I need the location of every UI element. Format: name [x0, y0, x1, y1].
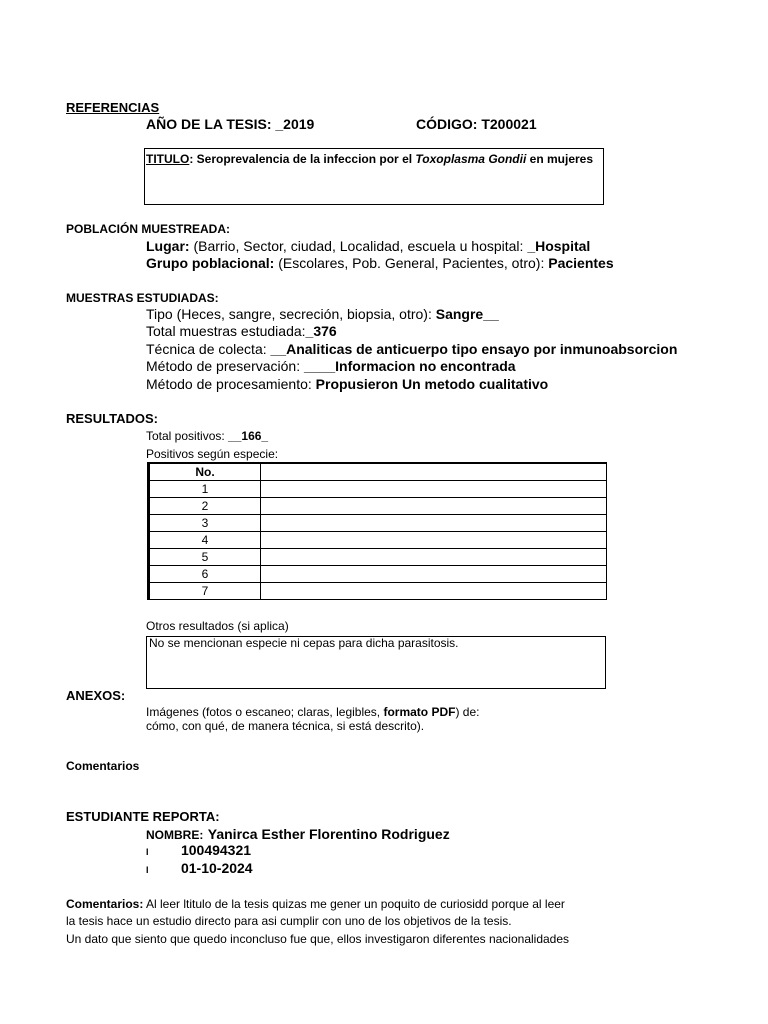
preservacion-label: Método de preservación:	[146, 358, 304, 374]
thesis-code	[416, 116, 537, 132]
row-number: 2	[149, 498, 261, 515]
anexos-text-a: Imágenes (fotos o escaneo; claras, legibles,	[146, 705, 384, 719]
row-number: 6	[149, 566, 261, 583]
comentarios-label: Comentarios:	[66, 897, 144, 911]
total-muestras-label: Total muestras estudiada:	[146, 323, 306, 339]
fecha-value: 01-10-2024	[180, 860, 253, 876]
procesamiento-value: Propusieron Un metodo cualitativo	[315, 376, 549, 392]
thesis-title	[146, 152, 593, 166]
table-row	[149, 532, 607, 549]
row-cell	[261, 549, 607, 566]
nombre-value: Yanirca Esther Florentino Rodriguez	[207, 826, 450, 842]
total-positivos-line	[146, 429, 268, 443]
grupo-hint: (Escolares, Pob. General, Pacientes, otro):	[274, 255, 549, 271]
matricula-mark: I	[146, 847, 149, 857]
thesis-year-label: AÑO DE LA TESIS:	[146, 116, 272, 132]
referencias-heading: REFERENCIAS	[66, 100, 160, 115]
tecnica-label: Técnica de colecta:	[146, 341, 271, 357]
preservacion-line	[146, 358, 516, 374]
lugar-line	[146, 238, 590, 254]
grupo-label: Grupo poblacional:	[146, 255, 275, 271]
total-positivos-label: Total positivos:	[146, 429, 229, 443]
positivos-table-header	[149, 463, 607, 481]
lugar-value: _Hospital	[527, 238, 591, 254]
total-muestras-line	[146, 323, 337, 339]
estudiante-heading: ESTUDIANTE REPORTA:	[66, 809, 220, 824]
comentarios-text-1: Al leer ltitulo de la tesis quizas me gener un poquito de curiosidd porque al leer	[143, 897, 565, 911]
comentarios-line-1	[66, 897, 565, 911]
positivos-especie-label: Positivos según especie:	[146, 447, 279, 461]
title-text-end: en mujeres	[526, 152, 594, 166]
row-number: 3	[149, 515, 261, 532]
row-number: 4	[149, 532, 261, 549]
anexos-line-2: cómo, con qué, de manera técnica, si está descrito).	[146, 719, 425, 733]
row-cell	[261, 498, 607, 515]
grupo-line	[146, 255, 614, 271]
matricula-value: 100494321	[180, 842, 252, 858]
table-row	[149, 515, 607, 532]
thesis-code-value: T200021	[481, 116, 537, 132]
poblacion-heading: POBLACIÓN MUESTREADA:	[66, 222, 230, 236]
row-number: 5	[149, 549, 261, 566]
table-row	[149, 583, 607, 600]
anexos-text-b: formato PDF	[383, 705, 456, 719]
table-row	[149, 498, 607, 515]
fecha-mark: I	[146, 865, 149, 875]
preservacion-value: ____Informacion no encontrada	[303, 358, 516, 374]
column-header-especie	[261, 463, 607, 481]
tipo-line	[146, 306, 499, 322]
fecha-line	[146, 860, 253, 878]
nombre-label: NOMBRE:	[146, 828, 204, 842]
otros-resultados-text: No se mencionan especie ni cepas para dicha parasitosis.	[149, 636, 459, 650]
positivos-table	[147, 462, 607, 600]
otros-resultados-label: Otros resultados (si aplica)	[146, 619, 289, 633]
anexos-heading: ANEXOS:	[66, 688, 126, 703]
tipo-value: Sangre__	[435, 306, 499, 322]
total-positivos-value: __166_	[228, 429, 269, 443]
anexos-line-1	[146, 705, 479, 719]
thesis-code-label: CÓDIGO:	[416, 116, 478, 132]
anexos-text-c: ) de:	[455, 705, 480, 719]
table-row	[149, 566, 607, 583]
title-text: : Seroprevalencia de la infeccion por el	[189, 152, 416, 166]
row-cell	[261, 566, 607, 583]
matricula-line	[146, 842, 251, 860]
thesis-year	[146, 116, 314, 132]
procesamiento-line	[146, 376, 548, 392]
resultados-heading: RESULTADOS:	[66, 411, 158, 426]
table-row	[149, 549, 607, 566]
row-cell	[261, 532, 607, 549]
tecnica-value: __Analiticas de anticuerpo tipo ensayo por inmunoabsorcion	[270, 341, 678, 357]
column-header-no: No.	[149, 463, 261, 481]
row-cell	[261, 515, 607, 532]
row-cell	[261, 481, 607, 498]
lugar-label: Lugar:	[146, 238, 190, 254]
lugar-hint: (Barrio, Sector, ciudad, Localidad, escuela u hospital:	[189, 238, 528, 254]
row-number: 7	[149, 583, 261, 600]
row-cell	[261, 583, 607, 600]
title-species: Toxoplasma Gondii	[415, 152, 527, 166]
comentarios-heading: Comentarios	[66, 759, 140, 773]
procesamiento-label: Método de procesamiento:	[146, 376, 316, 392]
thesis-year-value: _2019	[275, 116, 315, 132]
comentarios-line-3: Un dato que siento que quedo inconcluso fue que, ellos investigaron diferentes nacionalidades	[66, 932, 570, 946]
table-row	[149, 481, 607, 498]
grupo-value: Pacientes	[548, 255, 614, 271]
title-label: TITULO	[146, 152, 190, 166]
tecnica-line	[146, 341, 677, 357]
comentarios-line-2: la tesis hace un estudio directo para asi cumplir con uno de los objetivos de la tesis.	[66, 914, 512, 928]
row-number: 1	[149, 481, 261, 498]
muestras-heading: MUESTRAS ESTUDIADAS:	[66, 291, 219, 305]
tipo-label: Tipo (Heces, sangre, secreción, biopsia, otro):	[146, 306, 436, 322]
total-muestras-value: _376	[305, 323, 337, 339]
